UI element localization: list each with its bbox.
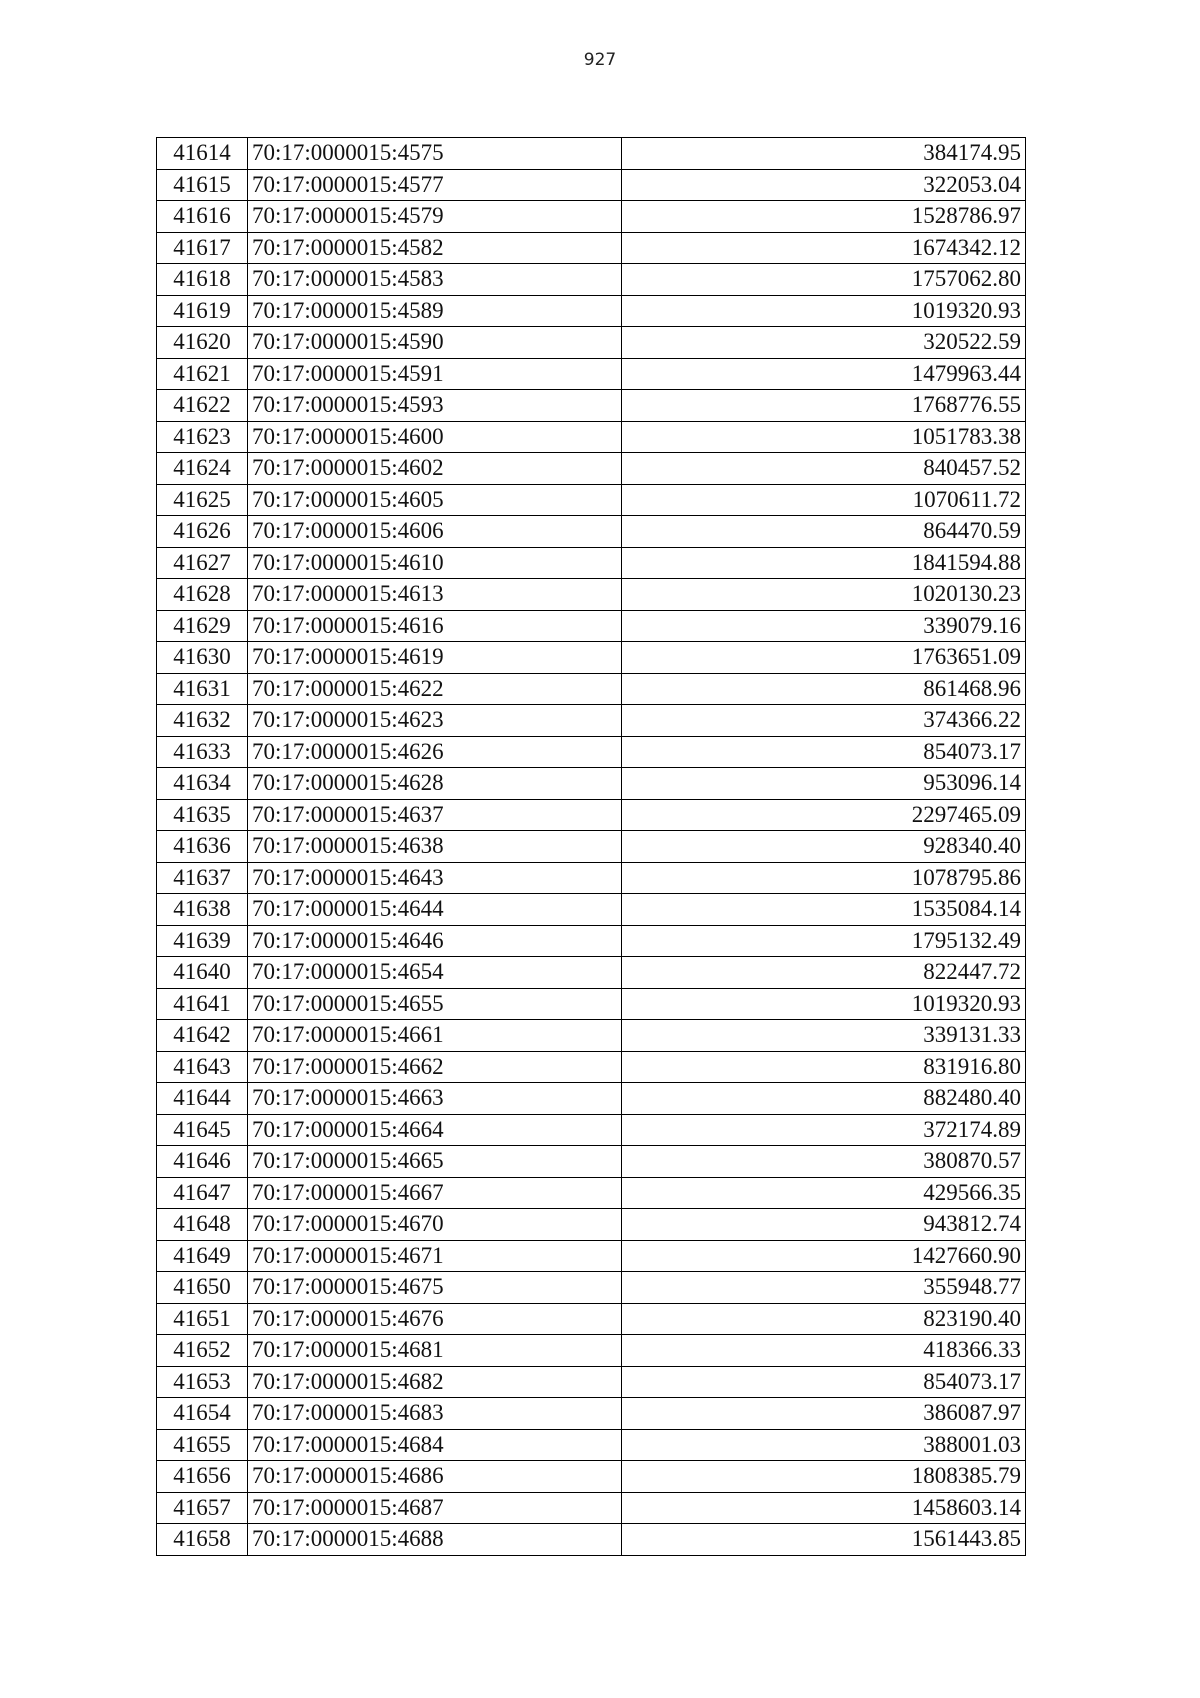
cadastral-number-cell: 70:17:0000015:4686 (248, 1461, 622, 1493)
cadastral-number-cell: 70:17:0000015:4589 (248, 295, 622, 327)
table-row (157, 547, 1026, 579)
cadastral-number-cell: 70:17:0000015:4600 (248, 421, 622, 453)
table-row (157, 1303, 1026, 1335)
cadastral-number-cell: 70:17:0000015:4626 (248, 736, 622, 768)
value-cell: 1768776.55 (622, 390, 1026, 422)
cadastral-number-cell: 70:17:0000015:4655 (248, 988, 622, 1020)
table-row (157, 516, 1026, 548)
cadastral-number-cell: 70:17:0000015:4582 (248, 232, 622, 264)
table-row (157, 169, 1026, 201)
table-row (157, 1051, 1026, 1083)
cadastral-number-cell: 70:17:0000015:4662 (248, 1051, 622, 1083)
value-cell: 320522.59 (622, 327, 1026, 359)
value-cell: 854073.17 (622, 1366, 1026, 1398)
cadastral-number-cell: 70:17:0000015:4593 (248, 390, 622, 422)
cadastral-number-cell: 70:17:0000015:4622 (248, 673, 622, 705)
cadastral-number-cell: 70:17:0000015:4688 (248, 1524, 622, 1556)
table-row (157, 736, 1026, 768)
table-row (157, 642, 1026, 674)
table-row (157, 768, 1026, 800)
value-cell: 418366.33 (622, 1335, 1026, 1367)
row-number-cell: 41653 (157, 1366, 248, 1398)
row-number-cell: 41615 (157, 169, 248, 201)
registry-table (156, 137, 1026, 1556)
cadastral-number-cell: 70:17:0000015:4682 (248, 1366, 622, 1398)
table-row (157, 1209, 1026, 1241)
value-cell: 429566.35 (622, 1177, 1026, 1209)
cadastral-number-cell: 70:17:0000015:4605 (248, 484, 622, 516)
cadastral-number-cell: 70:17:0000015:4683 (248, 1398, 622, 1430)
table-row (157, 1114, 1026, 1146)
row-number-cell: 41627 (157, 547, 248, 579)
table-row (157, 358, 1026, 390)
row-number-cell: 41654 (157, 1398, 248, 1430)
cadastral-number-cell: 70:17:0000015:4665 (248, 1146, 622, 1178)
value-cell: 928340.40 (622, 831, 1026, 863)
cadastral-number-cell: 70:17:0000015:4646 (248, 925, 622, 957)
row-number-cell: 41635 (157, 799, 248, 831)
value-cell: 1479963.44 (622, 358, 1026, 390)
row-number-cell: 41657 (157, 1492, 248, 1524)
registry-table-body (157, 138, 1026, 1556)
value-cell: 882480.40 (622, 1083, 1026, 1115)
cadastral-number-cell: 70:17:0000015:4637 (248, 799, 622, 831)
table-row (157, 1335, 1026, 1367)
cadastral-number-cell: 70:17:0000015:4661 (248, 1020, 622, 1052)
value-cell: 823190.40 (622, 1303, 1026, 1335)
value-cell: 1535084.14 (622, 894, 1026, 926)
row-number-cell: 41614 (157, 138, 248, 170)
cadastral-number-cell: 70:17:0000015:4676 (248, 1303, 622, 1335)
table-row (157, 831, 1026, 863)
table-row (157, 957, 1026, 989)
value-cell: 355948.77 (622, 1272, 1026, 1304)
value-cell: 388001.03 (622, 1429, 1026, 1461)
row-number-cell: 41644 (157, 1083, 248, 1115)
cadastral-number-cell: 70:17:0000015:4643 (248, 862, 622, 894)
row-number-cell: 41640 (157, 957, 248, 989)
cadastral-number-cell: 70:17:0000015:4664 (248, 1114, 622, 1146)
row-number-cell: 41655 (157, 1429, 248, 1461)
row-number-cell: 41649 (157, 1240, 248, 1272)
value-cell: 1795132.49 (622, 925, 1026, 957)
table-row (157, 201, 1026, 233)
row-number-cell: 41623 (157, 421, 248, 453)
cadastral-number-cell: 70:17:0000015:4602 (248, 453, 622, 485)
table-row (157, 138, 1026, 170)
table-row (157, 1020, 1026, 1052)
row-number-cell: 41626 (157, 516, 248, 548)
value-cell: 854073.17 (622, 736, 1026, 768)
cadastral-number-cell: 70:17:0000015:4606 (248, 516, 622, 548)
value-cell: 943812.74 (622, 1209, 1026, 1241)
row-number-cell: 41656 (157, 1461, 248, 1493)
table-row (157, 1461, 1026, 1493)
value-cell: 1757062.80 (622, 264, 1026, 296)
cadastral-number-cell: 70:17:0000015:4670 (248, 1209, 622, 1241)
value-cell: 386087.97 (622, 1398, 1026, 1430)
row-number-cell: 41618 (157, 264, 248, 296)
row-number-cell: 41637 (157, 862, 248, 894)
row-number-cell: 41650 (157, 1272, 248, 1304)
table-row (157, 610, 1026, 642)
table-row (157, 705, 1026, 737)
cadastral-number-cell: 70:17:0000015:4684 (248, 1429, 622, 1461)
table-row (157, 988, 1026, 1020)
table-row (157, 1366, 1026, 1398)
cadastral-number-cell: 70:17:0000015:4613 (248, 579, 622, 611)
cadastral-number-cell: 70:17:0000015:4591 (248, 358, 622, 390)
value-cell: 322053.04 (622, 169, 1026, 201)
value-cell: 374366.22 (622, 705, 1026, 737)
row-number-cell: 41638 (157, 894, 248, 926)
table-row (157, 1429, 1026, 1461)
cadastral-number-cell: 70:17:0000015:4638 (248, 831, 622, 863)
cadastral-number-cell: 70:17:0000015:4681 (248, 1335, 622, 1367)
value-cell: 861468.96 (622, 673, 1026, 705)
cadastral-number-cell: 70:17:0000015:4623 (248, 705, 622, 737)
row-number-cell: 41648 (157, 1209, 248, 1241)
cadastral-number-cell: 70:17:0000015:4619 (248, 642, 622, 674)
value-cell: 831916.80 (622, 1051, 1026, 1083)
row-number-cell: 41636 (157, 831, 248, 863)
value-cell: 1427660.90 (622, 1240, 1026, 1272)
row-number-cell: 41628 (157, 579, 248, 611)
value-cell: 380870.57 (622, 1146, 1026, 1178)
table-row (157, 799, 1026, 831)
row-number-cell: 41620 (157, 327, 248, 359)
cadastral-number-cell: 70:17:0000015:4667 (248, 1177, 622, 1209)
cadastral-number-cell: 70:17:0000015:4590 (248, 327, 622, 359)
table-row (157, 1398, 1026, 1430)
cadastral-number-cell: 70:17:0000015:4610 (248, 547, 622, 579)
value-cell: 864470.59 (622, 516, 1026, 548)
value-cell: 1019320.93 (622, 988, 1026, 1020)
table-row (157, 1272, 1026, 1304)
table-row (157, 925, 1026, 957)
table-row (157, 1146, 1026, 1178)
cadastral-number-cell: 70:17:0000015:4671 (248, 1240, 622, 1272)
row-number-cell: 41634 (157, 768, 248, 800)
row-number-cell: 41619 (157, 295, 248, 327)
table-row (157, 327, 1026, 359)
cadastral-number-cell: 70:17:0000015:4687 (248, 1492, 622, 1524)
table-row (157, 1240, 1026, 1272)
page-number: 927 (583, 50, 617, 70)
table-row (157, 484, 1026, 516)
row-number-cell: 41652 (157, 1335, 248, 1367)
cadastral-number-cell: 70:17:0000015:4663 (248, 1083, 622, 1115)
cadastral-number-cell: 70:17:0000015:4616 (248, 610, 622, 642)
row-number-cell: 41624 (157, 453, 248, 485)
row-number-cell: 41622 (157, 390, 248, 422)
row-number-cell: 41639 (157, 925, 248, 957)
cadastral-number-cell: 70:17:0000015:4577 (248, 169, 622, 201)
row-number-cell: 41633 (157, 736, 248, 768)
value-cell: 1763651.09 (622, 642, 1026, 674)
row-number-cell: 41645 (157, 1114, 248, 1146)
value-cell: 822447.72 (622, 957, 1026, 989)
table-row (157, 232, 1026, 264)
value-cell: 1019320.93 (622, 295, 1026, 327)
value-cell: 372174.89 (622, 1114, 1026, 1146)
table-row (157, 1083, 1026, 1115)
table-row (157, 673, 1026, 705)
table-row (157, 862, 1026, 894)
value-cell: 339131.33 (622, 1020, 1026, 1052)
cadastral-number-cell: 70:17:0000015:4628 (248, 768, 622, 800)
value-cell: 1561443.85 (622, 1524, 1026, 1556)
cadastral-number-cell: 70:17:0000015:4654 (248, 957, 622, 989)
row-number-cell: 41616 (157, 201, 248, 233)
value-cell: 840457.52 (622, 453, 1026, 485)
table-row (157, 295, 1026, 327)
cadastral-number-cell: 70:17:0000015:4575 (248, 138, 622, 170)
value-cell: 1020130.23 (622, 579, 1026, 611)
table-row (157, 453, 1026, 485)
value-cell: 953096.14 (622, 768, 1026, 800)
row-number-cell: 41643 (157, 1051, 248, 1083)
value-cell: 2297465.09 (622, 799, 1026, 831)
row-number-cell: 41658 (157, 1524, 248, 1556)
row-number-cell: 41647 (157, 1177, 248, 1209)
table-row (157, 421, 1026, 453)
value-cell: 1458603.14 (622, 1492, 1026, 1524)
table-row (157, 1492, 1026, 1524)
cadastral-number-cell: 70:17:0000015:4583 (248, 264, 622, 296)
row-number-cell: 41641 (157, 988, 248, 1020)
table-row (157, 1524, 1026, 1556)
cadastral-number-cell: 70:17:0000015:4644 (248, 894, 622, 926)
table-row (157, 894, 1026, 926)
table-row (157, 1177, 1026, 1209)
row-number-cell: 41617 (157, 232, 248, 264)
row-number-cell: 41642 (157, 1020, 248, 1052)
value-cell: 1528786.97 (622, 201, 1026, 233)
table-row (157, 579, 1026, 611)
row-number-cell: 41646 (157, 1146, 248, 1178)
table-row (157, 390, 1026, 422)
row-number-cell: 41625 (157, 484, 248, 516)
value-cell: 339079.16 (622, 610, 1026, 642)
value-cell: 1070611.72 (622, 484, 1026, 516)
value-cell: 1051783.38 (622, 421, 1026, 453)
row-number-cell: 41632 (157, 705, 248, 737)
table-row (157, 264, 1026, 296)
value-cell: 1841594.88 (622, 547, 1026, 579)
row-number-cell: 41651 (157, 1303, 248, 1335)
value-cell: 1078795.86 (622, 862, 1026, 894)
value-cell: 1674342.12 (622, 232, 1026, 264)
cadastral-number-cell: 70:17:0000015:4579 (248, 201, 622, 233)
row-number-cell: 41630 (157, 642, 248, 674)
cadastral-number-cell: 70:17:0000015:4675 (248, 1272, 622, 1304)
row-number-cell: 41629 (157, 610, 248, 642)
row-number-cell: 41621 (157, 358, 248, 390)
row-number-cell: 41631 (157, 673, 248, 705)
value-cell: 384174.95 (622, 138, 1026, 170)
value-cell: 1808385.79 (622, 1461, 1026, 1493)
